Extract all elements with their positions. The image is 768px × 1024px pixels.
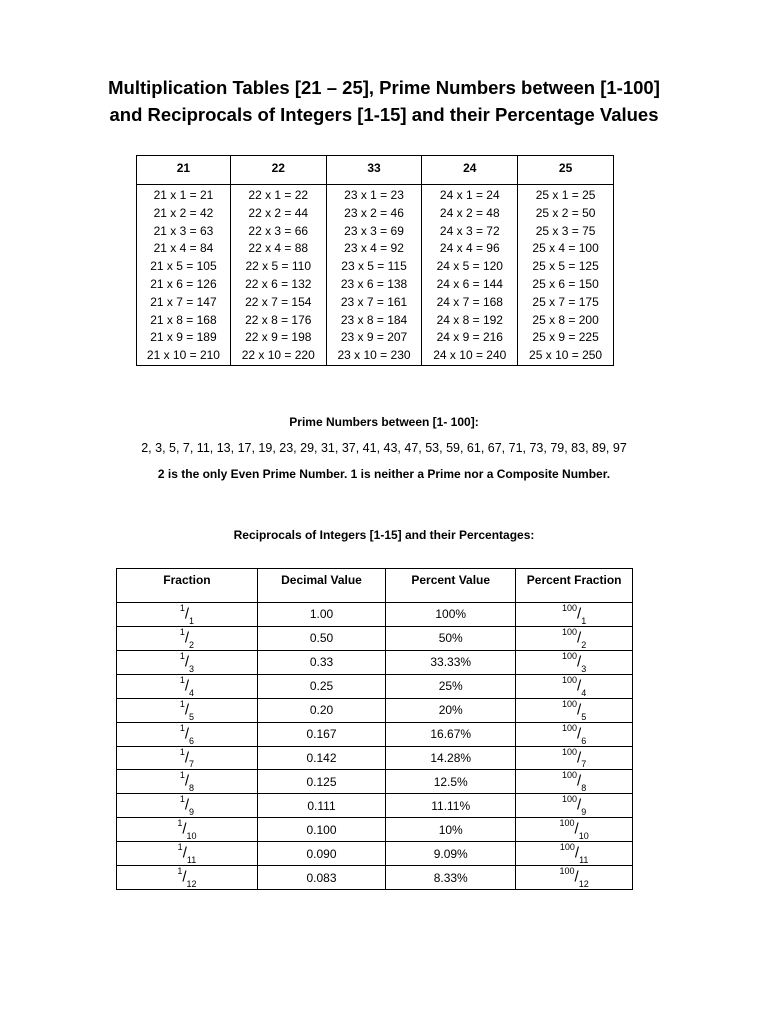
reciprocals-row [117, 722, 633, 746]
percent-fraction-numerator: 100 [559, 818, 575, 829]
percent-fraction-cell [516, 626, 633, 650]
fraction-numerator: 1 [179, 770, 185, 781]
fraction-numerator: 1 [177, 818, 183, 829]
page-title [0, 74, 768, 128]
percent-fraction [562, 747, 586, 770]
fraction-cell [117, 794, 258, 818]
decimal-value-cell: 0.142 [257, 746, 385, 770]
percent-fraction-denominator: 6 [581, 735, 587, 746]
multiplication-cell: 25 x 9 = 225 [518, 329, 614, 347]
percent-fraction-cell [516, 722, 633, 746]
reciprocals-row [117, 674, 633, 698]
percent-fraction-numerator: 100 [562, 603, 578, 613]
multiplication-cell: 22 x 10 = 220 [230, 347, 326, 365]
reciprocals-header-cell: Percent Fraction [516, 569, 633, 603]
fraction-denominator: 3 [189, 663, 195, 674]
reciprocals-heading: Reciprocals of Integers [1-15] and their Percentages: [233, 528, 535, 542]
fraction [180, 603, 194, 626]
fraction-slash: / [577, 748, 582, 766]
percent-value-cell: 11.11% [386, 794, 516, 818]
primes-list: 2, 3, 5, 7, 11, 13, 17, 19, 23, 29, 31, 37, 41, 43, 47, 53, 59, 61, 67, 71, 73, 79, 83, 89, 97 [141, 441, 627, 455]
multiplication-cell: 25 x 5 = 125 [518, 258, 614, 276]
percent-fraction-numerator: 100 [562, 746, 578, 757]
percent-fraction-denominator: 9 [581, 807, 587, 818]
fraction-denominator: 12 [186, 879, 197, 890]
percent-fraction-denominator: 1 [581, 615, 587, 626]
multiplication-cell: 22 x 2 = 44 [230, 205, 326, 223]
percent-fraction-numerator: 100 [562, 650, 578, 661]
multiplication-cell: 24 x 8 = 192 [422, 312, 518, 330]
percent-value-cell: 33.33% [386, 650, 516, 674]
percent-fraction [562, 627, 586, 650]
fraction-slash: / [184, 701, 190, 719]
multiplication-cell: 22 x 5 = 110 [230, 258, 326, 276]
multiplication-cell: 21 x 6 = 126 [137, 276, 231, 294]
fraction-slash: / [182, 844, 187, 862]
percent-fraction [560, 866, 589, 889]
percent-fraction-numerator: 100 [562, 674, 578, 685]
multiplication-cell: 21 x 5 = 105 [137, 258, 231, 276]
multiplication-row [137, 312, 614, 330]
multiplication-cell: 24 x 1 = 24 [422, 185, 518, 205]
percent-fraction-numerator: 100 [559, 866, 575, 877]
fraction [177, 866, 196, 889]
multiplication-cell: 23 x 10 = 230 [326, 347, 422, 365]
percent-fraction-denominator: 3 [581, 663, 587, 674]
percent-value-cell: 10% [386, 818, 516, 842]
multiplication-cell: 23 x 4 = 92 [326, 240, 422, 258]
reciprocals-row [117, 698, 633, 722]
multiplication-cell: 22 x 6 = 132 [230, 276, 326, 294]
fraction-cell [117, 866, 258, 890]
percent-fraction-cell [516, 842, 633, 866]
fraction-cell [117, 698, 258, 722]
reciprocals-header-cell: Fraction [117, 569, 258, 603]
multiplication-header-cell: 21 [137, 156, 231, 185]
percent-fraction [562, 675, 586, 698]
multiplication-row [137, 258, 614, 276]
fraction-slash: / [182, 868, 187, 886]
fraction-slash: / [184, 677, 190, 695]
reciprocals-row [117, 603, 633, 627]
fraction-denominator: 7 [189, 759, 195, 770]
multiplication-cell: 23 x 5 = 115 [326, 258, 422, 276]
multiplication-cell: 23 x 6 = 138 [326, 276, 422, 294]
multiplication-cell: 25 x 10 = 250 [518, 347, 614, 365]
fraction [180, 794, 194, 817]
percent-fraction-denominator: 4 [581, 687, 587, 698]
title-line-2: and Reciprocals of Integers [1-15] and their Percentage Values [109, 104, 659, 125]
fraction-cell [117, 818, 258, 842]
multiplication-cell: 24 x 5 = 120 [422, 258, 518, 276]
multiplication-cell: 22 x 7 = 154 [230, 294, 326, 312]
fraction [180, 723, 194, 746]
reciprocals-table-header-row [117, 569, 633, 603]
decimal-value-cell: 0.100 [257, 818, 385, 842]
multiplication-cell: 23 x 9 = 207 [326, 329, 422, 347]
fraction-numerator: 1 [179, 650, 185, 661]
title-line-1: Multiplication Tables [21 – 25], Prime Numbers between [1-100] [108, 77, 660, 98]
decimal-value-cell: 0.167 [257, 722, 385, 746]
percent-value-cell: 100% [386, 603, 516, 627]
multiplication-cell: 22 x 4 = 88 [230, 240, 326, 258]
reciprocals-row [117, 842, 633, 866]
decimal-value-cell: 0.50 [257, 626, 385, 650]
multiplication-header-cell: 24 [422, 156, 518, 185]
decimal-value-cell: 0.090 [257, 842, 385, 866]
fraction-slash: / [184, 796, 190, 814]
fraction-numerator: 1 [179, 722, 185, 733]
percent-fraction-denominator: 12 [578, 879, 589, 890]
multiplication-cell: 22 x 1 = 22 [230, 185, 326, 205]
percent-fraction [562, 651, 586, 674]
fraction-cell [117, 770, 258, 794]
multiplication-cell: 24 x 6 = 144 [422, 276, 518, 294]
multiplication-cell: 24 x 4 = 96 [422, 240, 518, 258]
percent-value-cell: 9.09% [386, 842, 516, 866]
multiplication-row [137, 223, 614, 241]
decimal-value-cell: 0.25 [257, 674, 385, 698]
percent-fraction-denominator: 2 [581, 639, 587, 650]
percent-fraction-cell [516, 674, 633, 698]
fraction [180, 675, 194, 698]
fraction-cell [117, 626, 258, 650]
reciprocals-header-cell: Decimal Value [257, 569, 385, 603]
fraction-cell [117, 842, 258, 866]
fraction [180, 651, 194, 674]
reciprocals-row [117, 794, 633, 818]
primes-heading: Prime Numbers between [1- 100]: [289, 415, 479, 429]
reciprocals-row [117, 650, 633, 674]
fraction [180, 747, 194, 770]
percent-fraction-cell [516, 698, 633, 722]
fraction-denominator: 2 [189, 639, 195, 650]
fraction-slash: / [184, 748, 190, 766]
reciprocals-row [117, 746, 633, 770]
percent-fraction [560, 842, 589, 865]
multiplication-cell: 25 x 4 = 100 [518, 240, 614, 258]
percent-value-cell: 25% [386, 674, 516, 698]
reciprocals-row [117, 866, 633, 890]
decimal-value-cell: 0.20 [257, 698, 385, 722]
multiplication-cell: 25 x 7 = 175 [518, 294, 614, 312]
fraction [177, 818, 196, 841]
percent-fraction-cell [516, 603, 633, 627]
decimal-value-cell: 0.33 [257, 650, 385, 674]
fraction-slash: / [182, 820, 187, 838]
multiplication-cell: 24 x 2 = 48 [422, 205, 518, 223]
fraction-cell [117, 674, 258, 698]
fraction-slash: / [577, 701, 582, 719]
fraction-denominator: 9 [189, 807, 195, 818]
multiplication-cell: 21 x 1 = 21 [137, 185, 231, 205]
reciprocals-row [117, 818, 633, 842]
percent-value-cell: 12.5% [386, 770, 516, 794]
percent-fraction [562, 699, 586, 722]
fraction-slash: / [577, 796, 582, 814]
multiplication-header-cell: 25 [518, 156, 614, 185]
decimal-value-cell: 0.083 [257, 866, 385, 890]
reciprocals-header-cell: Percent Value [386, 569, 516, 603]
multiplication-row [137, 294, 614, 312]
multiplication-cell: 25 x 8 = 200 [518, 312, 614, 330]
percent-fraction-cell [516, 650, 633, 674]
fraction-numerator: 1 [179, 674, 185, 685]
percent-fraction-denominator: 8 [581, 783, 587, 794]
multiplication-cell: 23 x 7 = 161 [326, 294, 422, 312]
fraction-slash: / [577, 677, 582, 695]
fraction-slash: / [574, 868, 579, 886]
fraction-cell [117, 650, 258, 674]
fraction-slash: / [184, 772, 190, 790]
fraction-slash: / [184, 653, 190, 671]
multiplication-row [137, 205, 614, 223]
percent-fraction [560, 818, 589, 841]
percent-value-cell: 8.33% [386, 866, 516, 890]
reciprocals-table [116, 568, 633, 890]
percent-fraction-denominator: 7 [581, 759, 587, 770]
multiplication-cell: 23 x 8 = 184 [326, 312, 422, 330]
multiplication-cell: 22 x 3 = 66 [230, 223, 326, 241]
multiplication-cell: 25 x 3 = 75 [518, 223, 614, 241]
fraction-slash: / [574, 844, 580, 862]
fraction-cell [117, 746, 258, 770]
multiplication-cell: 23 x 3 = 69 [326, 223, 422, 241]
multiplication-row [137, 347, 614, 365]
multiplication-cell: 21 x 3 = 63 [137, 223, 231, 241]
fraction-numerator: 1 [179, 698, 185, 709]
multiplication-cell: 21 x 10 = 210 [137, 347, 231, 365]
fraction-denominator: 8 [189, 783, 195, 794]
reciprocals-row [117, 626, 633, 650]
percent-fraction-numerator: 100 [559, 842, 575, 853]
fraction-slash: / [577, 772, 582, 790]
fraction-denominator: 5 [189, 711, 195, 722]
fraction-numerator: 1 [179, 603, 185, 613]
percent-fraction-denominator: 11 [579, 855, 589, 866]
multiplication-cell: 21 x 9 = 189 [137, 329, 231, 347]
multiplication-row [137, 185, 614, 205]
multiplication-cell: 21 x 4 = 84 [137, 240, 231, 258]
percent-fraction [562, 723, 586, 746]
percent-fraction-numerator: 100 [562, 794, 578, 805]
fraction-numerator: 1 [177, 842, 183, 853]
fraction-slash: / [577, 724, 582, 742]
fraction-numerator: 1 [179, 626, 185, 637]
percent-value-cell: 14.28% [386, 746, 516, 770]
fraction [180, 627, 194, 650]
fraction-slash: / [577, 605, 582, 623]
multiplication-cell: 24 x 9 = 216 [422, 329, 518, 347]
percent-fraction [562, 603, 586, 626]
multiplication-cell: 25 x 6 = 150 [518, 276, 614, 294]
percent-fraction-cell [516, 770, 633, 794]
percent-fraction-cell [516, 818, 633, 842]
decimal-value-cell: 0.111 [257, 794, 385, 818]
multiplication-cell: 21 x 2 = 42 [137, 205, 231, 223]
fraction-numerator: 1 [179, 746, 185, 757]
multiplication-row [137, 240, 614, 258]
decimal-value-cell: 0.125 [257, 770, 385, 794]
percent-fraction-cell [516, 866, 633, 890]
percent-fraction [562, 770, 586, 793]
fraction [180, 699, 194, 722]
fraction-slash: / [577, 629, 582, 647]
multiplication-header-cell: 33 [326, 156, 422, 185]
multiplication-table [136, 155, 614, 366]
fraction-cell [117, 603, 258, 627]
fraction-denominator: 1 [189, 615, 195, 626]
percent-fraction-numerator: 100 [562, 698, 578, 709]
multiplication-cell: 24 x 3 = 72 [422, 223, 518, 241]
fraction-slash: / [184, 629, 190, 647]
multiplication-header-cell: 22 [230, 156, 326, 185]
multiplication-cell: 22 x 9 = 198 [230, 329, 326, 347]
fraction [178, 842, 197, 865]
multiplication-cell: 23 x 1 = 23 [326, 185, 422, 205]
multiplication-cell: 23 x 2 = 46 [326, 205, 422, 223]
decimal-value-cell: 1.00 [257, 603, 385, 627]
fraction-slash: / [184, 724, 190, 742]
fraction-slash: / [574, 820, 579, 838]
percent-fraction-cell [516, 794, 633, 818]
multiplication-cell: 25 x 2 = 50 [518, 205, 614, 223]
percent-fraction-denominator: 10 [578, 831, 589, 842]
percent-fraction-numerator: 100 [562, 722, 578, 733]
multiplication-cell: 22 x 8 = 176 [230, 312, 326, 330]
percent-fraction-denominator: 5 [581, 711, 587, 722]
fraction-numerator: 1 [177, 866, 183, 877]
fraction [180, 770, 194, 793]
fraction-denominator: 4 [189, 687, 195, 698]
multiplication-cell: 25 x 1 = 25 [518, 185, 614, 205]
fraction-denominator: 11 [186, 855, 197, 866]
percent-fraction-numerator: 100 [562, 626, 578, 637]
fraction-slash: / [577, 653, 582, 671]
percent-fraction-numerator: 100 [562, 770, 578, 781]
fraction-denominator: 10 [186, 831, 197, 842]
multiplication-cell: 21 x 7 = 147 [137, 294, 231, 312]
multiplication-table-header-row [137, 156, 614, 185]
multiplication-cell: 24 x 10 = 240 [422, 347, 518, 365]
percent-fraction-cell [516, 746, 633, 770]
percent-value-cell: 50% [386, 626, 516, 650]
percent-value-cell: 20% [386, 698, 516, 722]
multiplication-cell: 24 x 7 = 168 [422, 294, 518, 312]
percent-value-cell: 16.67% [386, 722, 516, 746]
fraction-slash: / [184, 605, 190, 623]
percent-fraction [562, 794, 586, 817]
multiplication-row [137, 329, 614, 347]
multiplication-cell: 21 x 8 = 168 [137, 312, 231, 330]
fraction-numerator: 1 [179, 794, 185, 805]
primes-note: 2 is the only Even Prime Number. 1 is neither a Prime nor a Composite Number. [157, 467, 611, 481]
fraction-cell [117, 722, 258, 746]
fraction-denominator: 6 [189, 735, 195, 746]
reciprocals-row [117, 770, 633, 794]
multiplication-row [137, 276, 614, 294]
